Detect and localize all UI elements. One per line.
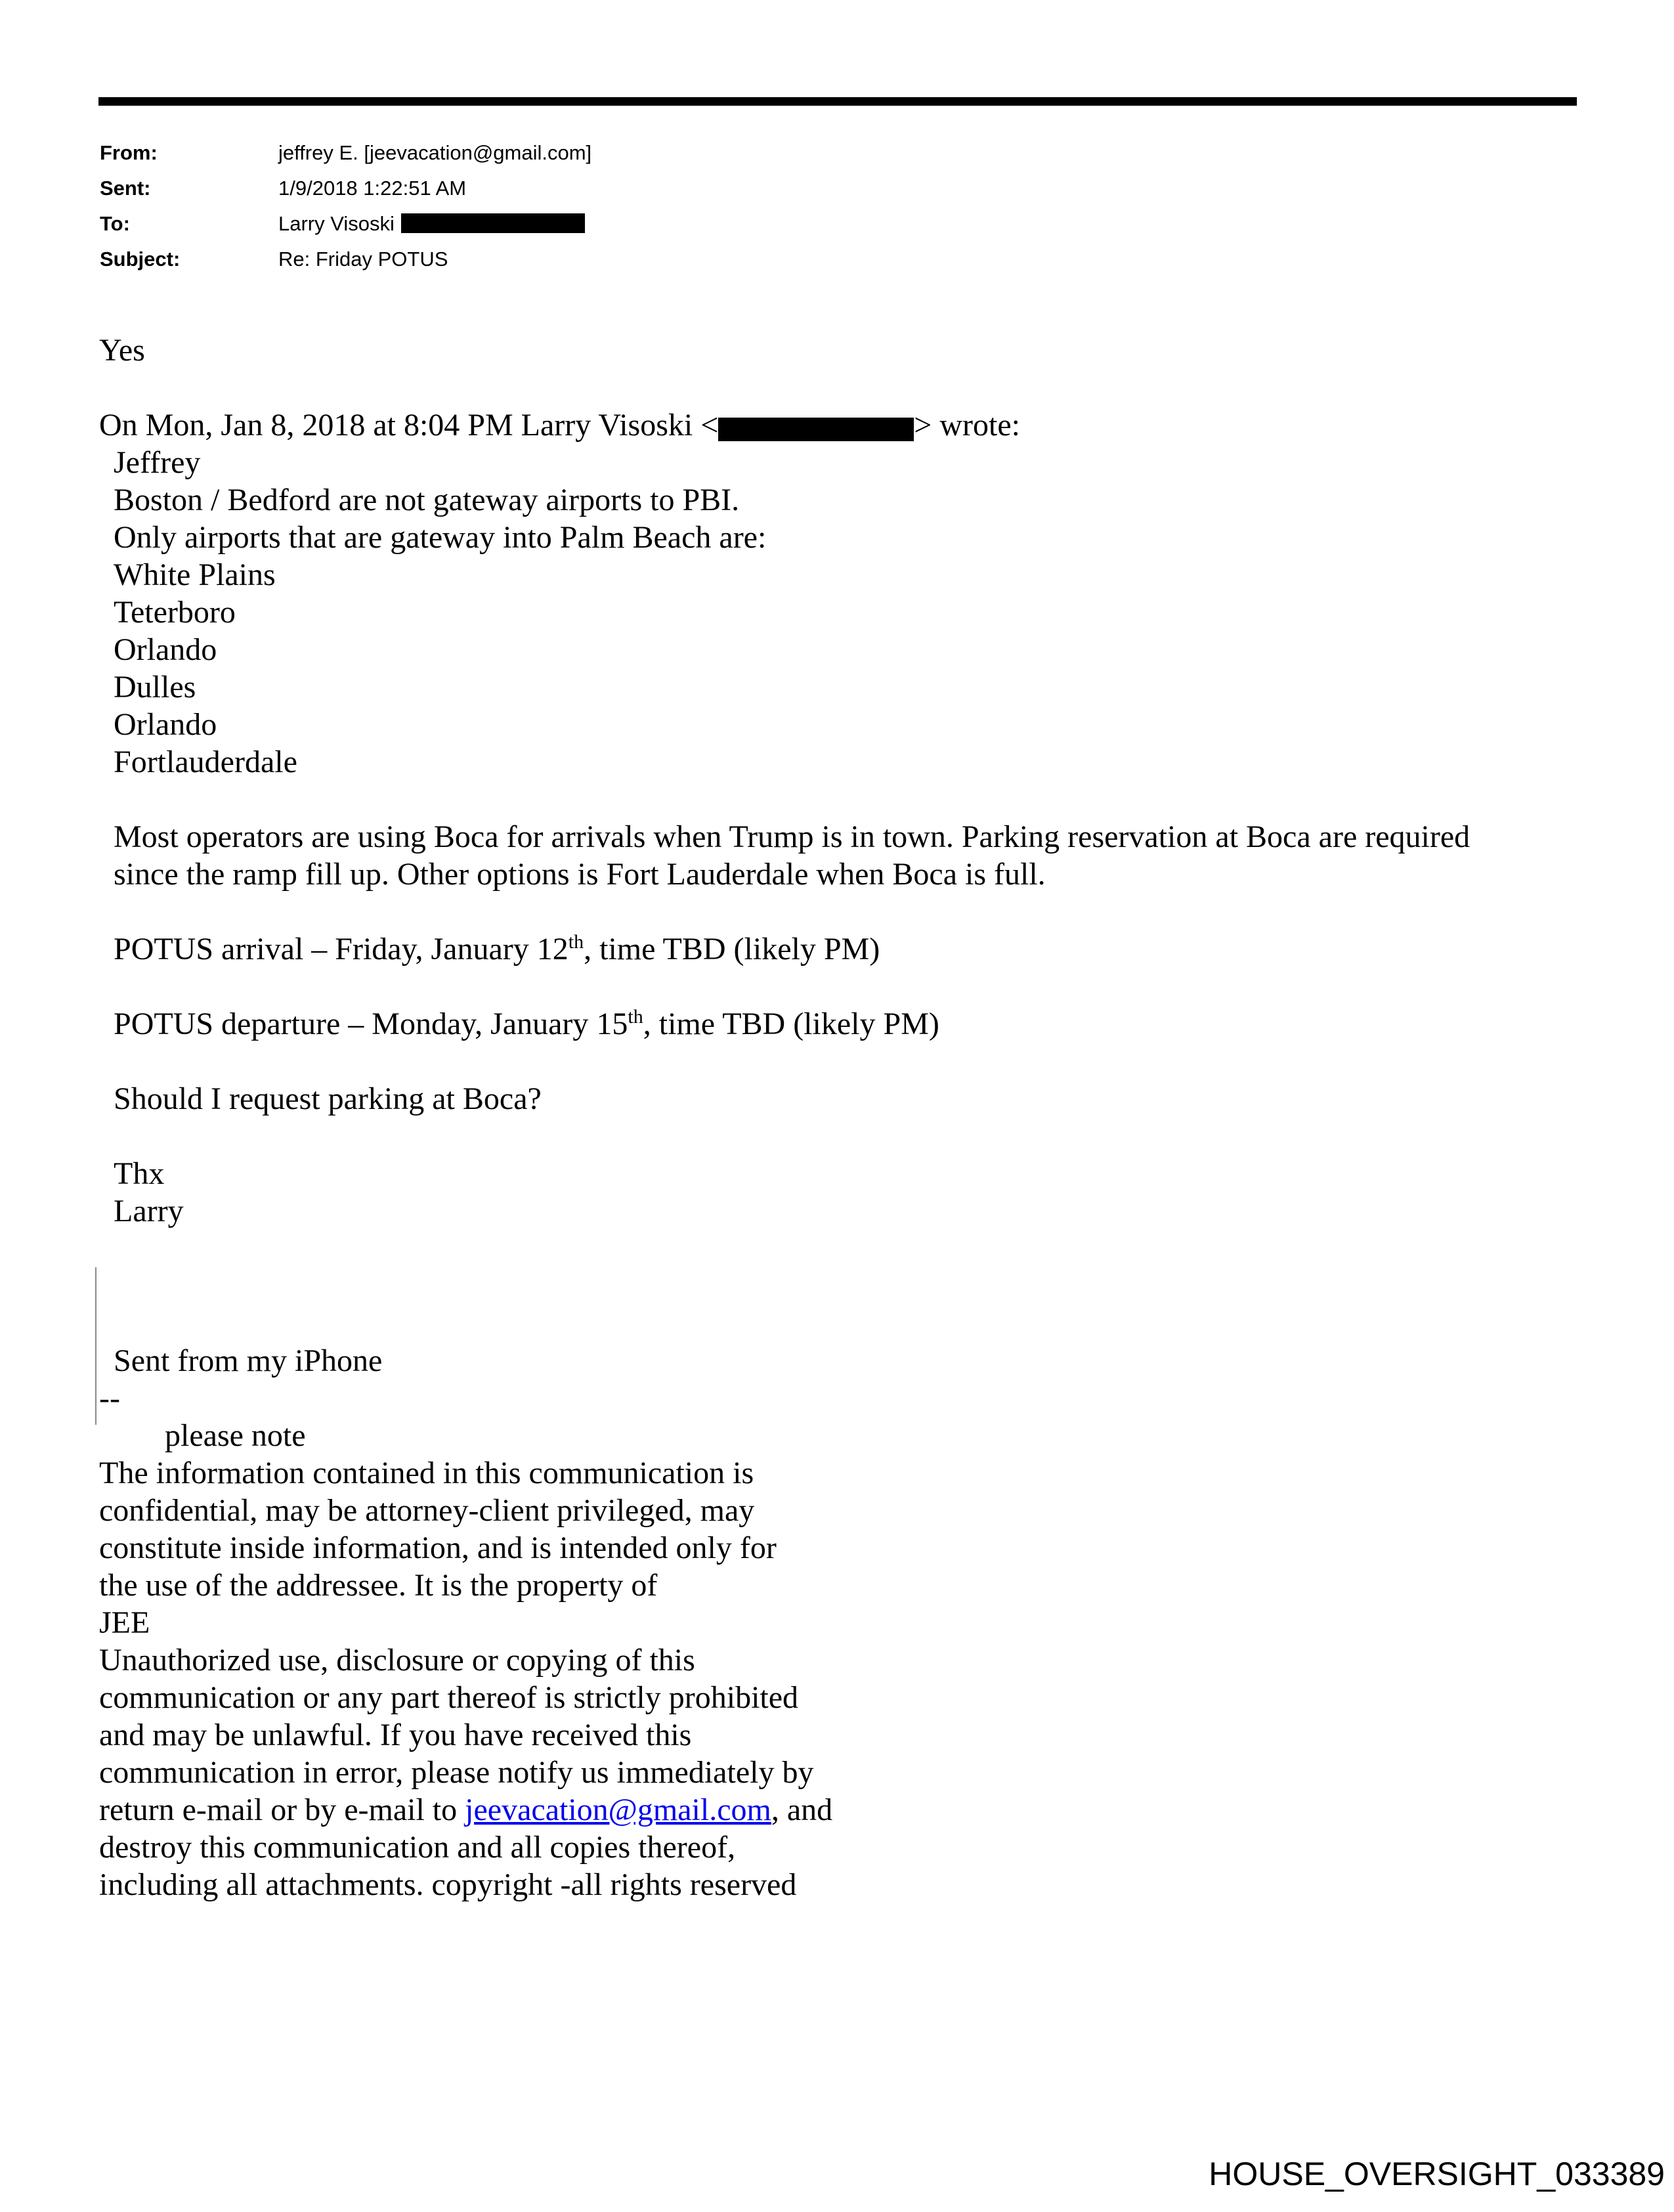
potus-arrival-post: , time TBD (likely PM)	[584, 932, 880, 966]
disclaimer-line: JEE	[99, 1605, 150, 1640]
header-row-sent	[100, 171, 591, 206]
to-label: To:	[100, 212, 130, 235]
header-row-to	[100, 206, 591, 242]
disclaimer-line: The information contained in this communication is	[99, 1456, 754, 1490]
quote-line: Fortlauderdale	[114, 745, 297, 779]
signoff-name: Larry	[114, 1194, 184, 1228]
quote-attribution-post: > wrote:	[914, 408, 1020, 443]
potus-departure-line	[114, 1005, 1532, 1043]
bates-number: HOUSE_OVERSIGHT_033389	[1209, 2156, 1665, 2192]
header-divider-rule	[98, 97, 1577, 106]
disclaimer-line: Unauthorized use, disclosure or copying of this	[99, 1643, 695, 1678]
sent-value: 1/9/2018 1:22:51 AM	[278, 177, 467, 200]
disclaimer-email-pre: return e-mail or by e-mail to	[99, 1792, 465, 1827]
quote-line: Orlando	[114, 707, 217, 742]
header-row-from	[100, 135, 591, 171]
potus-departure-pre: POTUS departure – Monday, January 15	[114, 1007, 628, 1041]
quote-line: Orlando	[114, 632, 217, 667]
quote-line: White Plains	[114, 557, 276, 592]
quote-line: Only airports that are gateway into Palm Beach are:	[114, 520, 767, 555]
sent-from-iphone: Sent from my iPhone	[114, 1343, 383, 1378]
signature-separator: --	[99, 1381, 120, 1416]
to-value	[278, 206, 585, 242]
potus-departure-post: , time TBD (likely PM)	[643, 1007, 939, 1041]
potus-arrival-pre: POTUS arrival – Friday, January 12	[114, 932, 569, 966]
redaction-bar	[401, 213, 585, 233]
disclaimer-line: communication in error, please notify us immediately by	[99, 1755, 814, 1790]
disclaimer-email-post: , and	[771, 1792, 833, 1827]
subject-label: Subject:	[100, 248, 181, 271]
disclaimer-line: destroy this communication and all copies thereof,	[99, 1830, 736, 1865]
signoff-thx: Thx	[114, 1156, 165, 1191]
quote-left-border	[95, 1267, 97, 1425]
reply-text: Yes	[99, 333, 145, 368]
ordinal-superscript: th	[628, 1006, 643, 1028]
header-row-subject	[100, 242, 591, 277]
ordinal-superscript: th	[568, 931, 584, 953]
disclaimer-email-line	[99, 1791, 1564, 1829]
disclaimer-line: the use of the addressee. It is the property of	[99, 1568, 658, 1603]
potus-arrival-line	[114, 930, 1532, 968]
email-body	[99, 332, 1564, 1903]
parking-question: Should I request parking at Boca?	[114, 1081, 542, 1116]
disclaimer-block	[99, 1454, 1564, 1903]
quote-line: Boston / Bedford are not gateway airports to PBI.	[114, 483, 740, 517]
disclaimer-line: communication or any part thereof is strictly prohibited	[99, 1680, 799, 1715]
quote-line: Jeffrey	[114, 445, 201, 480]
disclaimer-line: and may be unlawful. If you have received this	[99, 1718, 692, 1752]
email-link[interactable]: jeevacation@gmail.com	[465, 1792, 771, 1827]
from-label: From:	[100, 141, 158, 164]
operators-paragraph: Most operators are using Boca for arrivals when Trump is in town. Parking reservation at Boca are required since the ramp fill up. Other options is Fort Lauderdale when Boca is full.	[114, 819, 1470, 892]
disclaimer-line: confidential, may be attorney-client privileged, may	[99, 1493, 755, 1528]
disclaimer-line: constitute inside information, and is intended only for	[99, 1530, 777, 1565]
disclaimer-line: including all attachments. copyright -all rights reserved	[99, 1867, 797, 1902]
disclaimer-note: please note	[165, 1418, 306, 1453]
redaction-bar	[718, 418, 914, 441]
quote-line: Teterboro	[114, 595, 236, 630]
email-header-block	[100, 135, 591, 277]
to-value-text: Larry Visoski	[278, 212, 395, 235]
quote-attribution-pre: On Mon, Jan 8, 2018 at 8:04 PM Larry Visoski <	[99, 408, 719, 443]
quote-line: Dulles	[114, 670, 196, 705]
from-value: jeffrey E. [jeevacation@gmail.com]	[278, 141, 592, 164]
subject-value: Re: Friday POTUS	[278, 248, 448, 271]
quoted-message	[114, 444, 1532, 1379]
quote-attribution	[99, 406, 1564, 444]
sent-label: Sent:	[100, 177, 151, 200]
